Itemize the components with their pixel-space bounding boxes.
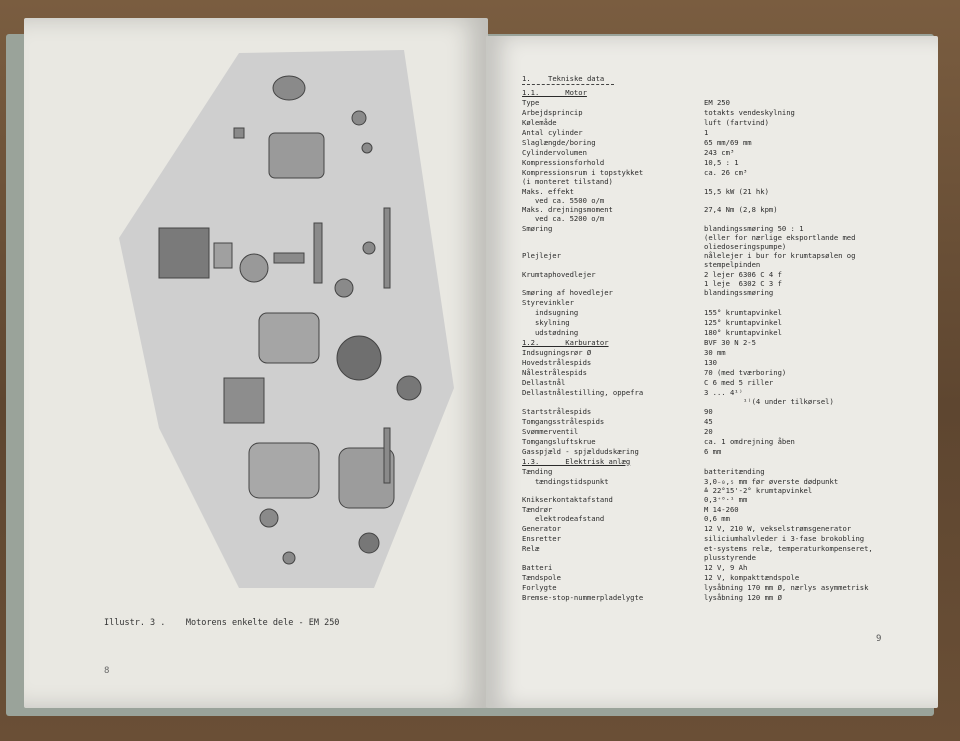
- spec-row: [522, 224, 922, 251]
- spec-value: 70 (med tværboring): [704, 368, 787, 378]
- spec-value: 30 mm: [704, 348, 726, 358]
- spec-label: Cylindervolumen: [522, 148, 587, 157]
- spec-label: Dellastnål: [522, 378, 566, 388]
- spec-label: Kompressionsforhold: [522, 158, 605, 167]
- chapter-number: 1.: [522, 74, 531, 83]
- spec-row: [522, 118, 922, 128]
- spec-row: [522, 348, 922, 358]
- spec-label: Arbejdsprincip: [522, 108, 583, 117]
- right-page: [486, 36, 938, 708]
- spec-row: [522, 205, 922, 224]
- spec-value: 130: [704, 358, 717, 368]
- spec-value: siliciumhalvleder i 3-fase brokobling: [704, 533, 865, 543]
- spec-row: [522, 378, 922, 388]
- spec-value: 12 V, 210 W, vekselstrømsgenerator: [704, 523, 852, 533]
- spec-label: Antal cylinder: [522, 128, 583, 137]
- spec-value: lysåbning 170 mm Ø, nærlys asymmetrisk: [704, 582, 869, 592]
- spec-label: Tomgangsluftskrue: [522, 436, 596, 446]
- spec-row: [522, 437, 922, 447]
- spec-label: Maks. effekt ved ca. 5500 o/m: [522, 186, 605, 205]
- spec-label: Ensretter: [522, 533, 561, 543]
- spec-value: 20: [704, 426, 713, 436]
- spec-row: [522, 308, 922, 318]
- spec-row: [522, 358, 922, 368]
- spec-value: batteritænding: [704, 466, 765, 476]
- spec-row: [522, 288, 922, 298]
- spec-row: [522, 563, 922, 573]
- spec-label: 1.3. Elektrisk anlæg: [522, 456, 631, 466]
- spec-value: blandingssmøring: [704, 288, 774, 298]
- caption-number: Illustr. 3 .: [104, 618, 166, 628]
- spec-row: [522, 495, 922, 505]
- spec-row: [522, 427, 922, 437]
- spec-value: 180° krumtapvinkel: [704, 328, 782, 338]
- spec-value: 45: [704, 416, 713, 426]
- spec-value: 2 lejer 6306 C 4 f 1 leje 6302 C 3 f: [704, 269, 782, 288]
- spec-value: totakts vendeskylning: [704, 108, 795, 117]
- spec-value: 15,5 kW (21 hk): [704, 186, 769, 196]
- spec-label: Tomgangsstrålespids: [522, 416, 605, 426]
- spec-value: 12 V, 9 Ah: [704, 562, 748, 572]
- spec-row: [522, 467, 922, 477]
- spec-row: [522, 128, 922, 138]
- spec-value: 12 V, kompakttændspole: [704, 572, 800, 582]
- spec-label: Type: [522, 98, 540, 107]
- spec-value: EM 250: [704, 98, 730, 107]
- spec-label: Gasspjæld - spjældudskæring: [522, 446, 639, 456]
- spec-value: M 14-260 0,6 mm: [704, 505, 739, 524]
- spec-value: ca. 26 cm³: [704, 168, 748, 177]
- spec-row: [522, 98, 922, 108]
- spec-value: 3 ... 4¹⁾ ¹⁾(4 under tilkørsel): [704, 388, 834, 407]
- caption-text: Motorens enkelte dele - EM 250: [185, 618, 340, 628]
- spec-row: [522, 368, 922, 378]
- chapter-title: Tekniske data: [548, 74, 605, 83]
- spec-label: Krumtaphovedlejer: [522, 269, 596, 279]
- illustration-caption: [104, 618, 339, 628]
- spec-row: [522, 417, 922, 427]
- spec-label: udstødning: [522, 328, 579, 338]
- spec-value: 10,5 : 1: [704, 158, 739, 167]
- section-heading: [522, 338, 922, 348]
- spec-value: nålelejer i bur for krumtapsølen og stempelpinden: [704, 250, 856, 269]
- exploded-engine-illustration: [119, 48, 459, 593]
- spec-label: Smøring: [522, 223, 553, 233]
- spec-row: [522, 544, 922, 563]
- spec-label: Tændspole: [522, 572, 561, 582]
- spec-row: [522, 298, 922, 308]
- spec-row: [522, 270, 922, 289]
- spec-label: indsugning: [522, 308, 579, 318]
- spec-label: Svømmerventil: [522, 426, 579, 436]
- spec-label: Dellastnålestilling, oppefra: [522, 388, 644, 398]
- spec-value: 27,4 Nm (2,8 kpm): [704, 205, 778, 215]
- spec-value: 243 cm³: [704, 148, 735, 157]
- page-number-left: 8: [104, 666, 110, 676]
- spec-value: ca. 1 omdrejning åben: [704, 436, 795, 446]
- spec-label: Tændrør elektrodeafstand: [522, 505, 605, 524]
- left-page: [24, 18, 488, 708]
- spec-row: [522, 505, 922, 524]
- spec-label: Nålestrålespids: [522, 368, 587, 378]
- spec-label: Maks. drejningsmoment ved ca. 5200 o/m: [522, 205, 613, 224]
- spec-label: Startstrålespids: [522, 406, 592, 416]
- spec-label: Hovedstrålespids: [522, 358, 592, 368]
- spec-value: 3,0₋₀,₅ mm før øverste dødpunkt ≙ 22°15'-2° krumtapvinkel: [704, 476, 839, 495]
- spec-value: 125° krumtapvinkel: [704, 318, 782, 328]
- spec-label: 1.2. Karburator: [522, 338, 609, 348]
- spec-row: [522, 534, 922, 544]
- spec-row: [522, 388, 922, 407]
- spec-label: Smøring af hovedlejer: [522, 288, 613, 298]
- spec-value: 90: [704, 406, 713, 416]
- spec-label: Batteri: [522, 562, 553, 572]
- spec-row: [522, 573, 922, 583]
- spec-label: Indsugningsrør Ø: [522, 348, 592, 358]
- spec-value: 0,3⁺⁰·¹ mm: [704, 495, 748, 505]
- spec-value: BVF 30 N 2-5: [704, 338, 756, 348]
- spec-value: et-systems relæ, temperaturkompenseret, plusstyrende: [704, 543, 873, 562]
- spec-row: [522, 583, 922, 593]
- spec-row: [522, 187, 922, 206]
- spec-value: lysåbning 120 mm Ø: [704, 592, 782, 602]
- part-cover: [273, 76, 305, 100]
- spec-row: [522, 524, 922, 534]
- section-heading: [522, 88, 922, 98]
- spec-label: skylning: [522, 318, 570, 328]
- spec-label: Styrevinkler: [522, 298, 574, 308]
- spec-row: [522, 407, 922, 417]
- spec-value: blandingssmøring 50 : 1 (eller for nærlige eksportlande med oliedoseringspumpe): [704, 223, 856, 251]
- spec-value: 65 mm/69 mm: [704, 138, 752, 147]
- spec-value: 155° krumtapvinkel: [704, 308, 782, 318]
- spec-label: Slaglængde/boring: [522, 138, 596, 147]
- chapter-heading: [522, 74, 922, 88]
- spec-row: [522, 158, 922, 168]
- spec-label: Plejlejer: [522, 250, 561, 260]
- technical-data: [522, 74, 922, 603]
- spec-label: Bremse-stop-nummerpladelygte: [522, 592, 644, 602]
- spec-value: 6 mm: [704, 446, 722, 456]
- chapter-underline: [522, 84, 614, 85]
- spec-row: [522, 593, 922, 603]
- spec-label: Forlygte: [522, 582, 557, 592]
- section-heading: [522, 457, 922, 467]
- spec-value: C 6 med 5 riller: [704, 378, 774, 388]
- spec-rows: [522, 88, 922, 603]
- spec-row: [522, 251, 922, 270]
- spec-row: [522, 148, 922, 158]
- spec-value: luft (fartvind): [704, 118, 769, 127]
- spec-row: [522, 318, 922, 328]
- spec-label: Kølemåde: [522, 118, 557, 127]
- spec-row: [522, 108, 922, 118]
- spec-label: Relæ: [522, 543, 540, 553]
- spec-row: [522, 477, 922, 496]
- page-number-right: 9: [876, 634, 882, 644]
- spec-row: [522, 447, 922, 457]
- spec-label: Knikserkontaktafstand: [522, 495, 613, 505]
- spec-value: 1: [704, 128, 709, 137]
- spec-label: 1.1. Motor: [522, 88, 587, 97]
- spec-row: [522, 168, 922, 187]
- spec-label: tændingstidspunkt: [522, 476, 609, 486]
- spec-row: [522, 138, 922, 148]
- spec-label: Tænding: [522, 466, 553, 476]
- spec-row: [522, 328, 922, 338]
- spec-label: Kompressionsrum i topstykket (i monteret tilstand): [522, 168, 644, 186]
- spec-label: Generator: [522, 523, 561, 533]
